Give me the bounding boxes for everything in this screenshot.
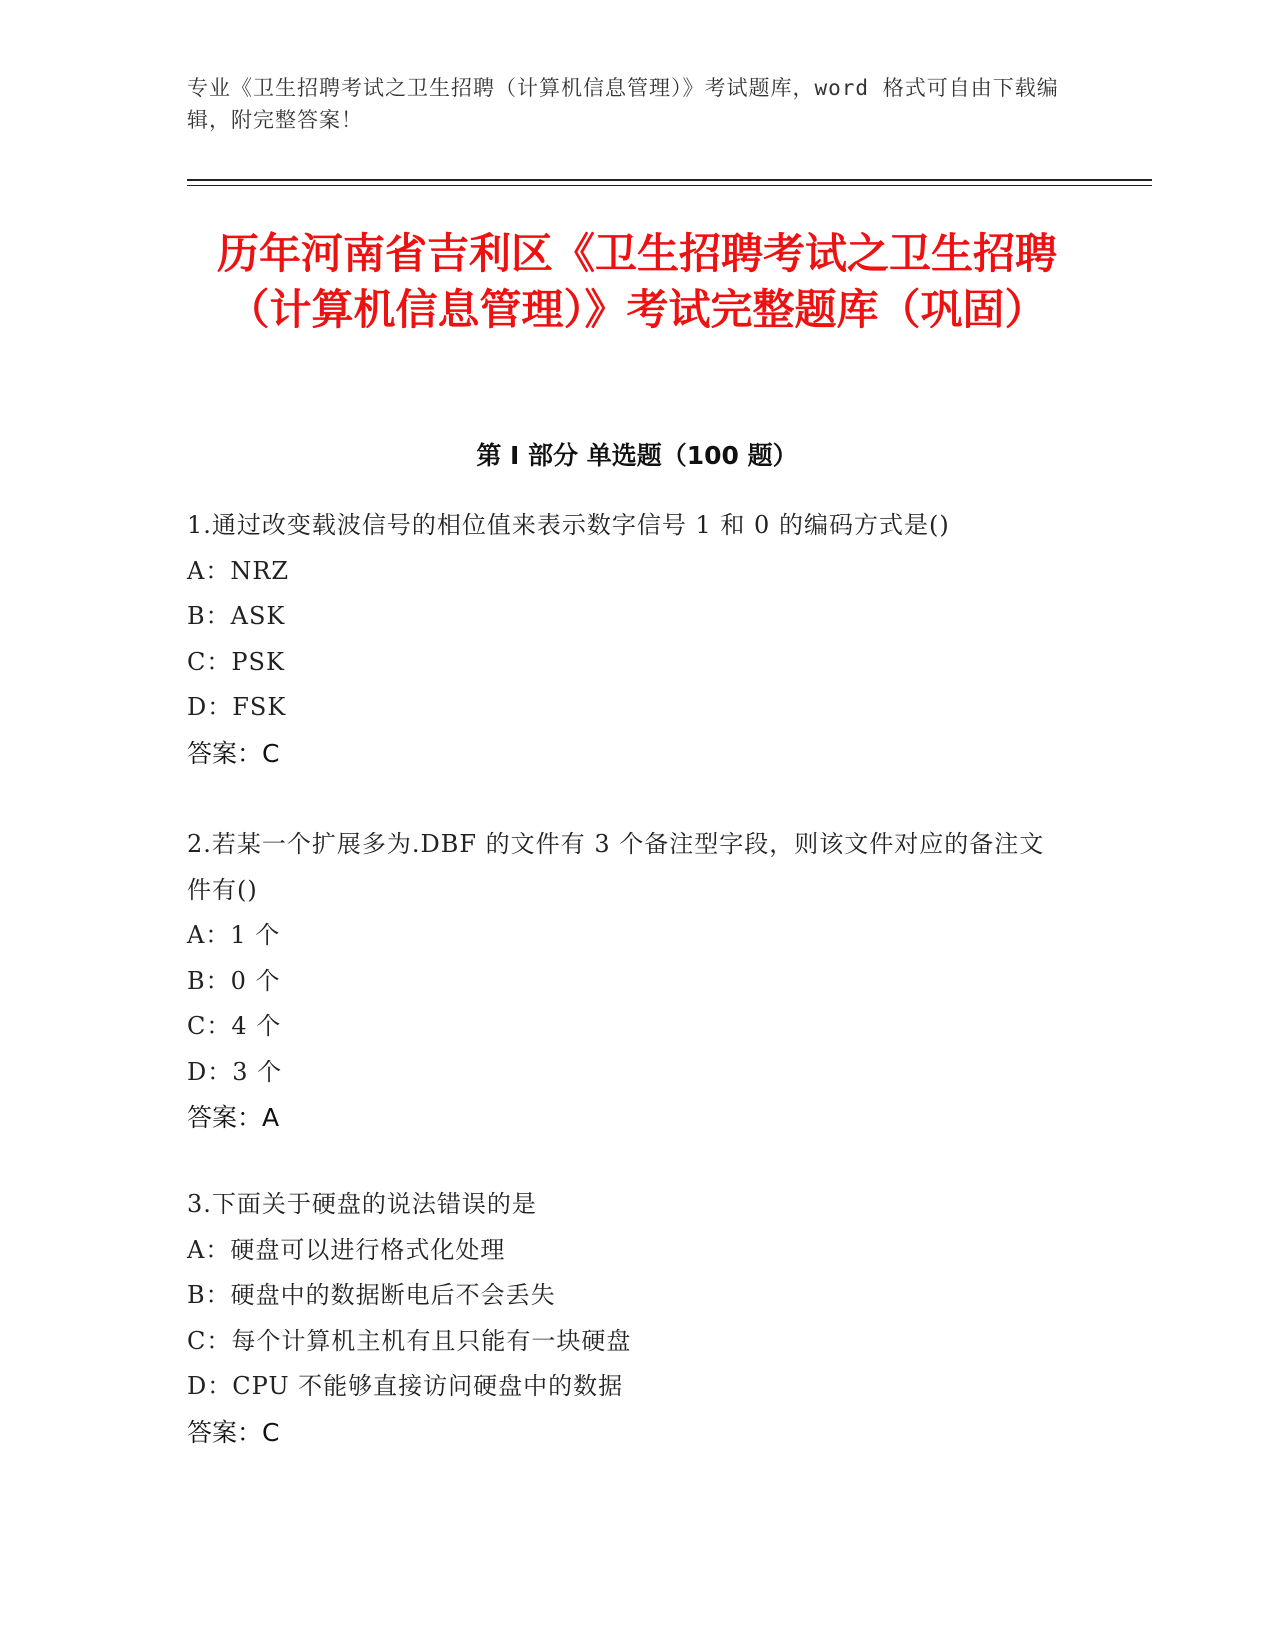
question-2 xyxy=(187,822,1087,1141)
option-d: D：3 个 xyxy=(187,1057,283,1086)
question-stem: 2.若某一个扩展多为.DBF 的文件有 3 个备注型字段，则该文件对应的备注文件有() xyxy=(187,830,1045,904)
option-c: C：4 个 xyxy=(187,1012,282,1040)
answer: 答案：A xyxy=(187,1103,280,1132)
header-rule-thick xyxy=(187,179,1152,181)
document-title: 历年河南省吉利区《卫生招聘考试之卫生招聘（计算机信息管理）》考试完整题库（巩固） xyxy=(216,229,1057,334)
option-a: A：1 个 xyxy=(187,921,281,949)
option-c: C：PSK xyxy=(187,647,285,676)
option-c: C：每个计算机主机有且只能有一块硬盘 xyxy=(187,1326,632,1355)
option-d: D：FSK xyxy=(187,693,287,721)
option-a: A：NRZ xyxy=(187,556,290,585)
option-a: A：硬盘可以进行格式化处理 xyxy=(187,1235,506,1264)
section-heading: 第 I 部分 单选题（100 题） xyxy=(476,441,798,470)
option-b: B：ASK xyxy=(187,602,286,630)
header-note: 专业《卫生招聘考试之卫生招聘（计算机信息管理）》考试题库，word 格式可自由下载编辑，附完整答案！ xyxy=(187,76,1059,132)
option-b: B：0 个 xyxy=(187,966,281,995)
answer: 答案：C xyxy=(187,1417,280,1447)
question-1 xyxy=(187,503,1087,776)
answer: 答案：C xyxy=(187,738,280,768)
question-stem: 3.下面关于硬盘的说法错误的是 xyxy=(187,1190,537,1218)
option-d: D：CPU 不能够直接访问硬盘中的数据 xyxy=(187,1372,624,1400)
header-rule-thin xyxy=(187,185,1152,186)
question-stem: 1.通过改变载波信号的相位值来表示数字信号 1 和 0 的编码方式是() xyxy=(187,511,950,539)
option-b: B：硬盘中的数据断电后不会丢失 xyxy=(187,1281,556,1309)
question-3 xyxy=(187,1182,1087,1455)
